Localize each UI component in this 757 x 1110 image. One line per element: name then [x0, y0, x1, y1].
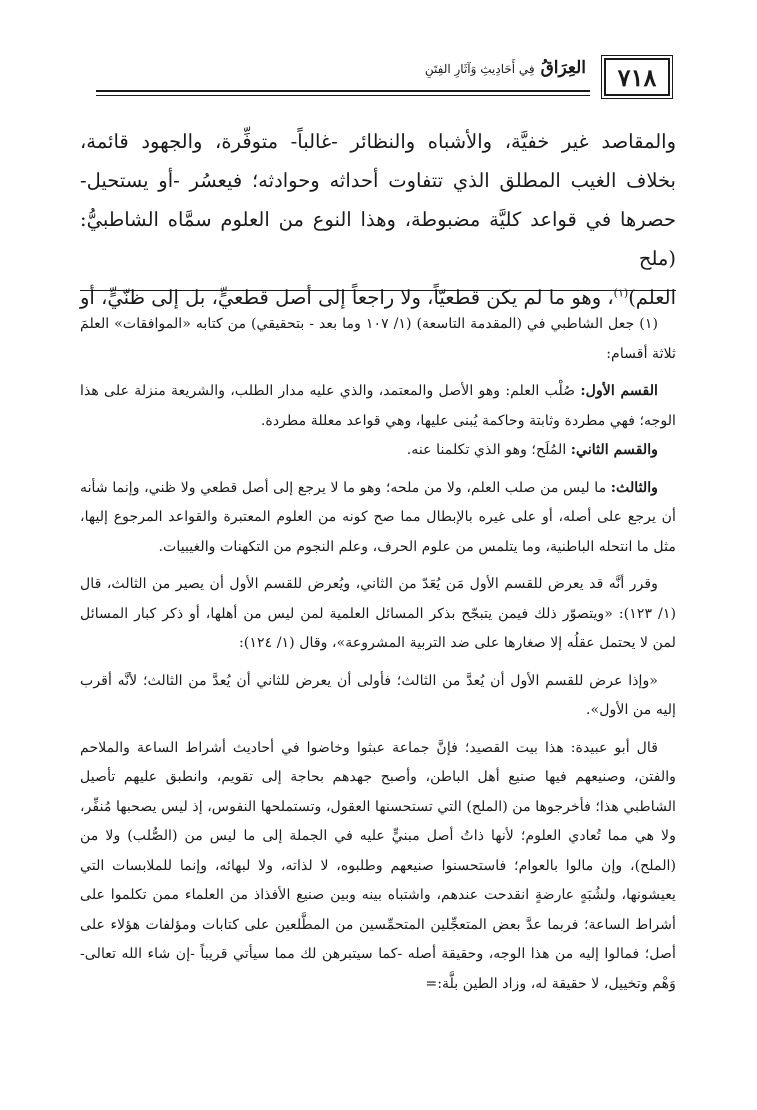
section-text: ما ليس من صلب العلم، ولا من ملحه؛ وهو ما لا يرجع إلى أصل قطعي ولا ظني، وإنما شأنه أن يرجع على أصله، أو على غيره بالإبطال مما صح كونه من العلوم المعتبرة والقواعد المرجوع إليها، مثل ما انتحله الباطنية، وما يتلمس من علوم الحرف، وعلم النجوم من التكهنات والغيبيات.: [80, 479, 676, 555]
main-line-4b: ، وهو ما لم يكن قطعيّاً، ولا راجعاً إلى أصل قطعيٍّ، بل إلى ظنّيٍّ، أو: [80, 286, 614, 309]
footnote-paragraph: (١) جعل الشاطبي في (المقدمة التاسعة) (١/ ١٠٧ وما بعد - بتحقيقي) من كتابه «الموافقات» العلمَ ثلاثة أقسام:: [80, 316, 676, 362]
footnote-paragraph: وقرر أنَّه قد يعرض للقسم الأول مَن يُعَدّ من الثاني، ويُعرض للقسم الأول أن يصير من الثالث، قال (١/ ١٢٣): «ويتصوّر ذلك فيمن يتبجّح بذكر المسائل العلمية لمن ليس من أهلها، أو ذكر كبار المسائل لمن لا يحتمل عقلُه إلا صغارها على ضد التربية المشروعة»، وقال (١/ ١٢٤):: [80, 576, 676, 651]
footnote-paragraph: «وإذا عرض للقسم الأول أن يُعدَّ من الثالث؛ فأولى أن يعرض للثاني أن يُعدَّ من الثالث؛ لأنَّه أقرب إليه من الأول».: [80, 672, 676, 718]
book-title: العِرَاقُ: [540, 58, 586, 78]
main-line-4a: العلم): [628, 286, 676, 309]
section-label: القسم الأول:: [580, 383, 658, 399]
footnote-marker[interactable]: (١): [613, 286, 629, 300]
header-rule-thin: [96, 95, 590, 96]
main-line-1: والمقاصد غير خفيَّة، والأشباه والنظائر -غالباً- متوفِّرة، والجهود قائمة،: [80, 130, 676, 153]
main-text: [80, 122, 676, 317]
footnote-paragraph: [80, 377, 676, 436]
footnote-paragraph: [80, 474, 676, 563]
running-title: [425, 58, 586, 78]
section-text: المُلَح؛ وهو الذي تكلمنا عنه.: [406, 442, 571, 458]
book-subtitle: فِي أَحَادِيثِ وَآثَارِ الفِتَنِ: [424, 62, 535, 76]
header-rule: [96, 90, 590, 92]
main-line-3: حصرها في قواعد كليَّة مضبوطة، وهذا النوع من العلوم سمَّاه الشاطبيُّ: (ملح: [80, 208, 676, 270]
page-header: [96, 52, 670, 98]
footnote-paragraph: قال أبو عبيدة: هذا بيت القصيد؛ فإنَّ جماعة عبثوا وخاضوا في أحاديث أشراط الساعة والملاحم والفتن، وصنيعهم فيها صنيع أهل الباطن، وأصبح جهدهم بحاجة إلى تقويم، وانطبق عليهم تأصيل الشاطبي هذا؛ فأخرجوها من (الملح) التي تستحسنها العقول، وتستملحها النفوس، إذ ليس يصحبها مُنفِّر، ولا هي مما تُعادي العلوم؛ لأنها ذاتُ أصل مبنيٍّ عليه في الجملة إلى ما ليس من (الصُّلب) ولا من (الملح)، وإن مالوا بالعوام؛ فاستحسنوا صنيعهم وطلبوه، لا لذاته، ولا لبهائه، وإنما للملابسات التي يعيشونها، ولشُبَهٍ عارضةٍ انقدحت عندهم، واشتباه بينه وبين صنيع الأفذاذ من العلماء ممن تكلموا على أشراط الساعة؛ فربما عدَّ بعض المتعجِّلين المتحمِّسين من المطَّلعين على كتابات ومؤلفات هؤلاء على أصل؛ فمالوا إليه من هذا الوجه، وحقيقة أصله -كما سيتبرهن لك مما سيأتي قريباً -إن شاء الله تعالى- وَهْم وتخييل، لا حقيقة له، وزاد الطين بلَّة:=: [80, 739, 676, 992]
section-text: صُلْب العلم: وهو الأصل والمعتمد، والذي عليه مدار الطلب، والشريعة منزلة على هذا الوجه؛ فهي مطردة وثابتة وحاكمة يُبنى عليها، وهي قواعد معللة مطردة.: [80, 383, 676, 429]
section-label: والثالث:: [610, 479, 658, 496]
footnote-paragraph: [80, 436, 676, 466]
section-label: والقسم الثاني:: [570, 442, 658, 458]
footnotes: [80, 310, 676, 1007]
page-number: ٧١٨: [604, 58, 670, 96]
main-line-2: بخلاف الغيب المطلق الذي تتفاوت أحداثه وحوادثه؛ فيعسُر -أو يستحيل-: [80, 169, 676, 192]
footnote-separator: [80, 290, 676, 291]
